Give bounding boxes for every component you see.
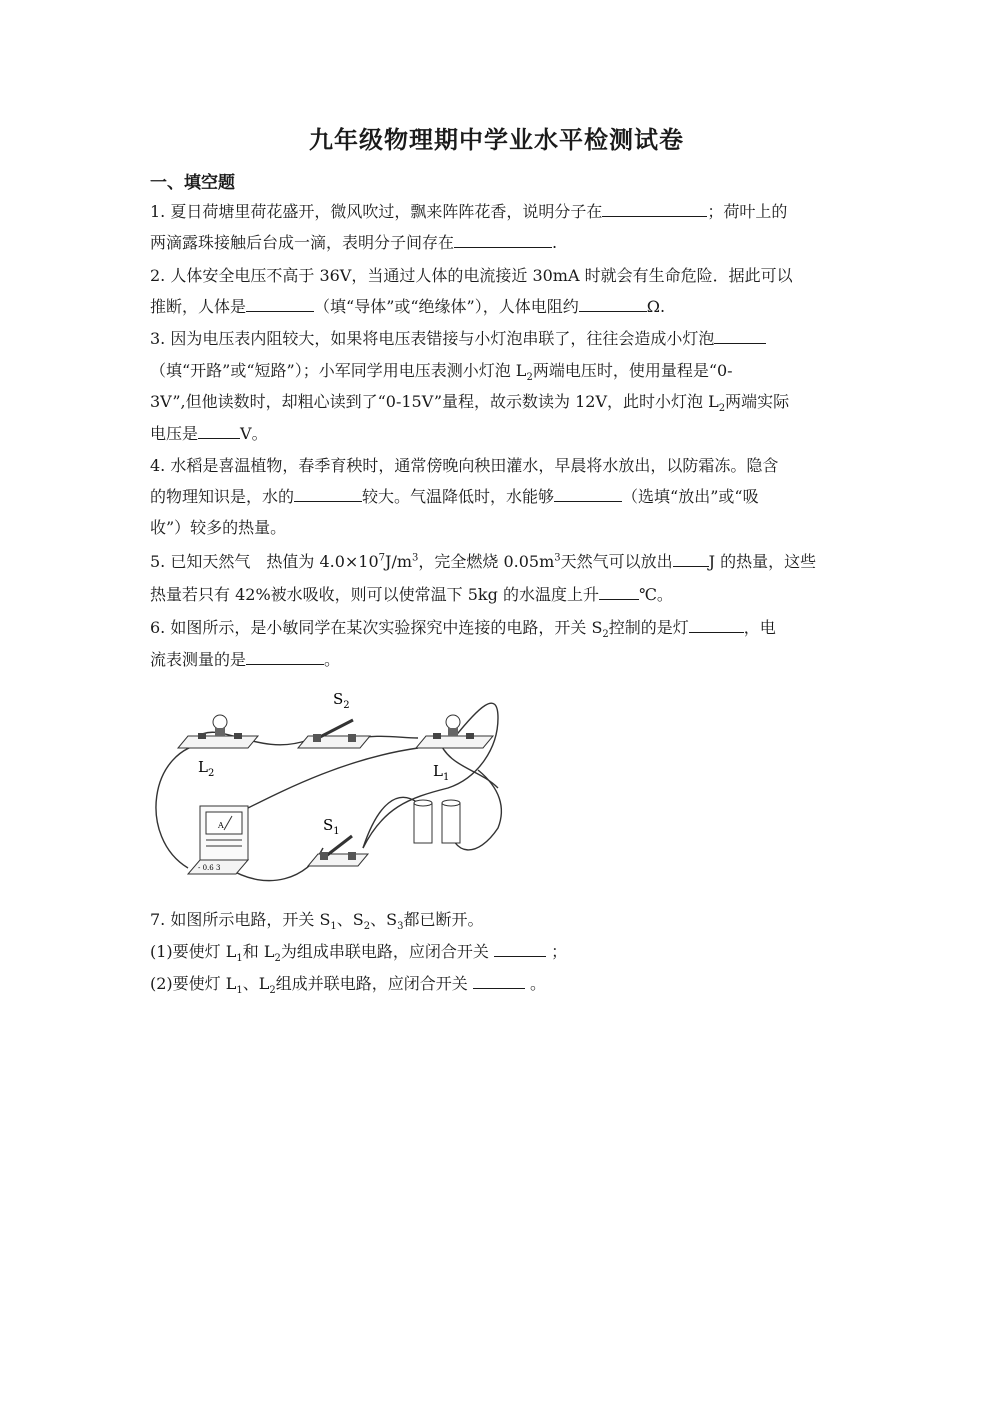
subscript: 2	[363, 921, 371, 933]
page-title: 九年级物理期中学业水平检测试卷	[309, 125, 684, 154]
text: 组成并联电路，应闭合开关	[275, 974, 468, 993]
answer-blank[interactable]	[246, 297, 314, 312]
question-4-line-2	[150, 487, 759, 507]
text: 较大。气温降低时，水能够	[362, 487, 555, 506]
text: 3. 因为电压表内阻较大，如果将电压表错接与小灯泡串联了，往往会造成小灯泡	[150, 329, 715, 348]
question-2-line-2	[150, 297, 665, 317]
text: 都已断开。	[403, 910, 484, 929]
label-l2: $L_2$	[198, 758, 215, 779]
text: (1)要使灯 L	[150, 942, 237, 961]
question-1-line-1	[150, 202, 787, 222]
text: 、S	[336, 910, 364, 929]
question-3-line-4	[150, 424, 268, 444]
text: J 的热量，这些	[708, 552, 817, 571]
answer-blank[interactable]	[246, 650, 324, 665]
answer-blank[interactable]	[579, 297, 647, 312]
text: 电压是	[150, 424, 199, 443]
question-4-line-3	[150, 518, 286, 538]
answer-blank[interactable]	[689, 618, 744, 633]
text: 两端实际	[725, 392, 790, 411]
subscript: 3	[397, 921, 404, 933]
battery-cells	[414, 800, 460, 843]
answer-blank[interactable]	[673, 552, 709, 567]
subscript: 1	[236, 985, 243, 997]
subscript: 2	[526, 372, 533, 384]
text: 7. 如图所示电路，开关 S	[150, 910, 331, 929]
answer-blank[interactable]	[554, 487, 622, 502]
ammeter-terminals: - 0.6 3	[198, 864, 221, 872]
text: 热量若只有 42%被水吸收，则可以使常温下 5kg 的水温度上升	[150, 585, 599, 604]
text: 4. 水稻是喜温植物，春季育秧时，通常傍晚向秧田灌水，早晨将水放出，以防霜冻。隐含	[150, 456, 779, 475]
text: 3V”,但他读数时，却粗心读到了“0-15V”量程，故示数读为 12V，此时小灯泡 L	[150, 392, 719, 411]
label-l1: $L_1$	[433, 762, 450, 783]
question-5-line-2	[150, 585, 673, 605]
text: 收”）较多的热量。	[150, 518, 287, 537]
text: （填“导体”或“绝缘体”），人体电阻约	[314, 297, 579, 316]
answer-blank[interactable]	[473, 974, 525, 989]
answer-blank[interactable]	[602, 202, 707, 217]
text: 控制的是灯	[608, 618, 689, 637]
switch-s1	[308, 836, 368, 866]
section-heading: 一、填空题	[150, 173, 235, 193]
answer-blank[interactable]	[294, 487, 362, 502]
switch-s2	[298, 720, 370, 748]
answer-blank[interactable]	[454, 233, 552, 248]
text: 、L	[242, 974, 270, 993]
label-s2: $S_2$	[333, 690, 350, 711]
question-6-line-1	[150, 618, 776, 641]
text: 两滴露珠接触后台成一滴，表明分子间存在	[150, 233, 455, 252]
lamp-l1	[416, 715, 493, 748]
question-5-line-1	[150, 552, 816, 572]
question-2-line-1	[150, 266, 793, 286]
question-3-line-3	[150, 392, 790, 415]
ammeter-label: A	[218, 821, 224, 830]
question-7-line-1	[150, 910, 484, 933]
superscript: 7	[378, 552, 386, 564]
text: 天然气可以放出	[560, 552, 673, 571]
text: 流表测量的是	[150, 650, 247, 669]
text: ；荷叶上的	[707, 202, 788, 221]
text: 的物理知识是，水的	[150, 487, 295, 506]
lamp-l2	[178, 715, 258, 748]
text: （选填“放出”或“吸	[622, 487, 759, 506]
text: (2)要使灯 L	[150, 974, 237, 993]
text: 5. 已知天然气 热值为 4.0×10	[150, 552, 379, 571]
text: ，完全燃烧 0.05m	[418, 552, 555, 571]
subscript: 1	[330, 921, 337, 933]
text: V。	[240, 424, 268, 443]
question-7-line-2	[150, 942, 568, 965]
question-6-line-2	[150, 650, 340, 670]
label-s1: $S_1$	[323, 816, 340, 837]
text: ，电	[743, 618, 776, 637]
text: Ω.	[646, 297, 666, 316]
question-1-line-2	[150, 233, 557, 253]
subscript: 2	[718, 403, 726, 415]
text: .	[552, 233, 558, 252]
question-3-line-1	[150, 329, 766, 349]
text: 为组成串联电路，应闭合开关	[280, 942, 489, 961]
text: 推断，人体是	[150, 297, 247, 316]
text: 和 L	[242, 942, 275, 961]
question-7-line-3	[150, 974, 546, 997]
text: ℃。	[638, 585, 673, 604]
text: （填“开路”或“短路”）；小军同学用电压表测小灯泡 L	[150, 361, 527, 380]
text: 、S	[370, 910, 398, 929]
text: J/m	[385, 552, 413, 571]
text: 两端电压时，使用量程是“0-	[532, 361, 733, 380]
text: 2. 人体安全电压不高于 36V，当通过人体的电流接近 30mA 时就会有生命危险．据此可以	[150, 266, 793, 285]
subscript: 2	[274, 953, 281, 965]
answer-blank[interactable]	[714, 329, 766, 344]
answer-blank[interactable]	[198, 424, 240, 439]
subscript: 1	[236, 953, 243, 965]
superscript: 3	[554, 552, 561, 564]
subscript: 2	[602, 629, 609, 641]
text: ；	[551, 942, 568, 961]
text: 。	[324, 650, 341, 669]
answer-blank[interactable]	[599, 585, 639, 600]
question-4-line-1	[150, 456, 778, 476]
text: 。	[529, 974, 546, 993]
subscript: 2	[269, 985, 276, 997]
circuit-figure	[148, 688, 518, 888]
text: 6. 如图所示，是小敏同学在某次实验探究中连接的电路，开关 S	[150, 618, 603, 637]
text: 1. 夏日荷塘里荷花盛开，微风吹过，飘来阵阵花香，说明分子在	[150, 202, 603, 221]
answer-blank[interactable]	[494, 942, 546, 957]
question-3-line-2	[150, 361, 733, 384]
superscript: 3	[412, 552, 419, 564]
